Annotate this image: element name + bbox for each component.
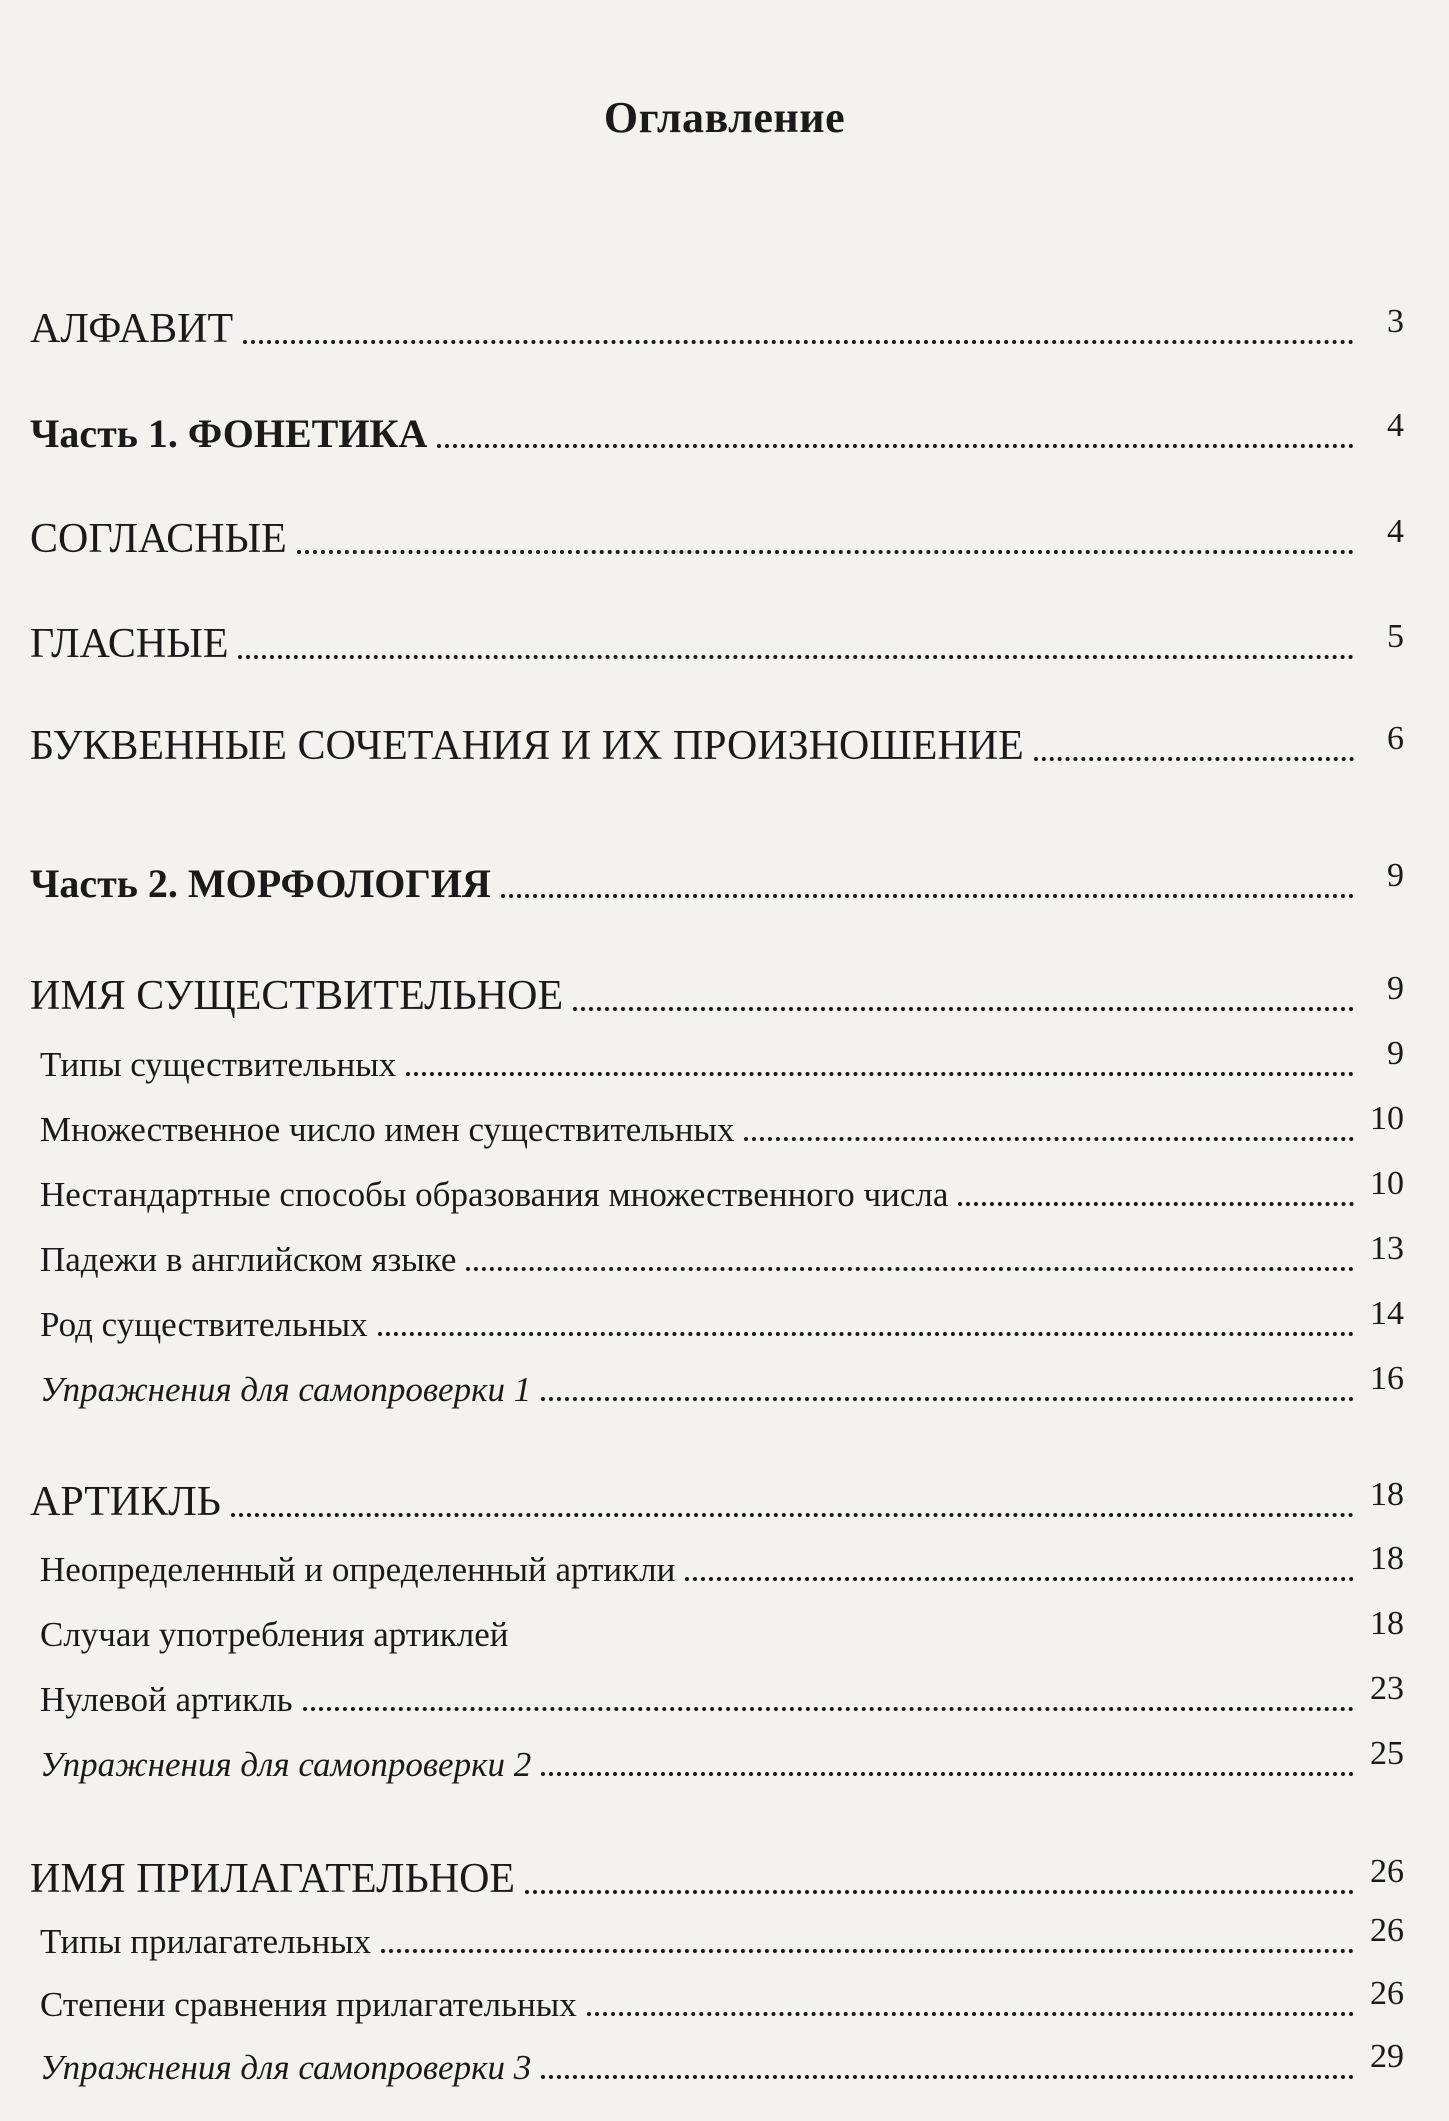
dot-leader bbox=[378, 1332, 1354, 1336]
dot-leader bbox=[541, 1397, 1354, 1401]
toc-entry-cases[interactable] bbox=[40, 1230, 1404, 1280]
dot-leader bbox=[238, 655, 1354, 659]
toc-page-number: 5 bbox=[1387, 618, 1404, 655]
toc-label: ГЛАСНЫЕ bbox=[30, 621, 229, 667]
toc-entry-definite-indefinite[interactable] bbox=[40, 1540, 1404, 1590]
toc-page-number: 23 bbox=[1370, 1670, 1404, 1707]
toc-page-number: 9 bbox=[1387, 857, 1404, 894]
dot-leader bbox=[541, 1772, 1354, 1776]
dot-leader bbox=[303, 1707, 1354, 1711]
toc-entry-plural[interactable] bbox=[40, 1100, 1404, 1150]
toc-label: Упражнения для самопроверки 2 bbox=[40, 1745, 532, 1784]
toc-entry-noun[interactable] bbox=[30, 970, 1404, 1020]
dot-leader bbox=[466, 1267, 1354, 1271]
toc-page-number: 14 bbox=[1370, 1295, 1404, 1332]
toc-page-number: 9 bbox=[1387, 970, 1404, 1007]
toc-entry-zero-article[interactable] bbox=[40, 1670, 1404, 1720]
toc-entry-consonants[interactable] bbox=[30, 513, 1404, 563]
dot-leader bbox=[685, 1577, 1354, 1581]
toc-entry-part-2[interactable] bbox=[30, 857, 1404, 907]
toc-entry-exercises-3[interactable] bbox=[40, 2038, 1404, 2088]
toc-page-number: 9 bbox=[1387, 1035, 1404, 1072]
toc-label: БУКВЕННЫЕ СОЧЕТАНИЯ И ИХ ПРОИЗНОШЕНИЕ bbox=[30, 723, 1024, 769]
toc-entry-vowels[interactable] bbox=[30, 618, 1404, 668]
toc-page-number: 4 bbox=[1387, 407, 1404, 444]
toc-label: ИМЯ СУЩЕСТВИТЕЛЬНОЕ bbox=[30, 973, 564, 1019]
toc-label: Нестандартные способы образования множественного числа bbox=[40, 1175, 949, 1214]
toc-label: Типы существительных bbox=[40, 1045, 397, 1084]
toc-label: Нулевой артикль bbox=[40, 1680, 293, 1719]
dot-leader bbox=[406, 1072, 1354, 1076]
toc-page-number: 26 bbox=[1370, 1975, 1404, 2012]
toc-page-number: 10 bbox=[1370, 1165, 1404, 1202]
dot-leader bbox=[573, 1007, 1354, 1011]
toc-page-number: 26 bbox=[1370, 1912, 1404, 1949]
toc-page-number: 18 bbox=[1370, 1605, 1404, 1642]
toc-label: Род существительных bbox=[40, 1305, 368, 1344]
toc-label: АЛФАВИТ bbox=[30, 306, 234, 352]
toc-label: Множественное число имен существительных bbox=[40, 1110, 735, 1149]
toc-label: Неопределенный и определенный артикли bbox=[40, 1550, 676, 1589]
toc-page-number: 10 bbox=[1370, 1100, 1404, 1137]
toc-label: АРТИКЛЬ bbox=[30, 1479, 221, 1525]
dot-leader bbox=[958, 1202, 1354, 1206]
toc-entry-part-1[interactable] bbox=[30, 407, 1404, 457]
toc-label: Упражнения для самопроверки 1 bbox=[40, 1370, 532, 1409]
toc-label: ИМЯ ПРИЛАГАТЕЛЬНОЕ bbox=[30, 1856, 516, 1902]
toc-page-number: 3 bbox=[1387, 303, 1404, 340]
toc-label: Степени сравнения прилагательных bbox=[40, 1985, 577, 2024]
toc-page-number: 4 bbox=[1387, 513, 1404, 550]
toc-entry-article-usage[interactable] bbox=[40, 1605, 1404, 1655]
toc-entry-alphabet[interactable] bbox=[30, 303, 1404, 353]
dot-leader bbox=[243, 340, 1354, 344]
dot-leader bbox=[381, 1949, 1354, 1953]
toc-page-number: 29 bbox=[1370, 2038, 1404, 2075]
toc-page-number: 25 bbox=[1370, 1735, 1404, 1772]
dot-leader bbox=[437, 444, 1354, 448]
toc-page-number: 18 bbox=[1370, 1476, 1404, 1513]
dot-leader bbox=[501, 894, 1354, 898]
toc-label: Упражнения для самопроверки 3 bbox=[40, 2048, 532, 2087]
toc-page-number: 13 bbox=[1370, 1230, 1404, 1267]
toc-entry-adjective[interactable] bbox=[30, 1853, 1404, 1903]
toc-entry-noun-types[interactable] bbox=[40, 1035, 1404, 1085]
toc-page-number: 6 bbox=[1387, 720, 1404, 757]
toc-label: Случаи употребления артиклей bbox=[40, 1615, 509, 1654]
page-title: Оглавление bbox=[603, 93, 846, 142]
toc-entry-gender[interactable] bbox=[40, 1295, 1404, 1345]
toc-page-number: 16 bbox=[1370, 1360, 1404, 1397]
toc-entry-comparison[interactable] bbox=[40, 1975, 1404, 2025]
toc-label: Падежи в английском языке bbox=[40, 1240, 457, 1279]
toc-entry-exercises-1[interactable] bbox=[40, 1360, 1404, 1410]
dot-leader bbox=[744, 1137, 1354, 1141]
toc-page-number: 26 bbox=[1370, 1853, 1404, 1890]
dot-leader bbox=[231, 1513, 1354, 1517]
dot-leader bbox=[525, 1890, 1354, 1894]
toc-entry-irregular-plural[interactable] bbox=[40, 1165, 1404, 1215]
toc-entry-exercises-2[interactable] bbox=[40, 1735, 1404, 1785]
toc-label: Часть 1. ФОНЕТИКА bbox=[30, 411, 428, 456]
dot-leader bbox=[587, 2012, 1354, 2016]
toc-label: Часть 2. МОРФОЛОГИЯ bbox=[30, 861, 491, 906]
toc-page-number: 18 bbox=[1370, 1540, 1404, 1577]
toc-label: СОГЛАСНЫЕ bbox=[30, 516, 287, 562]
dot-leader bbox=[1034, 757, 1354, 761]
dot-leader bbox=[297, 550, 1354, 554]
toc-entry-letter-combinations[interactable] bbox=[30, 720, 1404, 770]
toc-entry-adjective-types[interactable] bbox=[40, 1912, 1404, 1962]
toc-entry-article[interactable] bbox=[30, 1476, 1404, 1526]
toc-label: Типы прилагательных bbox=[40, 1922, 372, 1961]
dot-leader bbox=[541, 2075, 1354, 2079]
